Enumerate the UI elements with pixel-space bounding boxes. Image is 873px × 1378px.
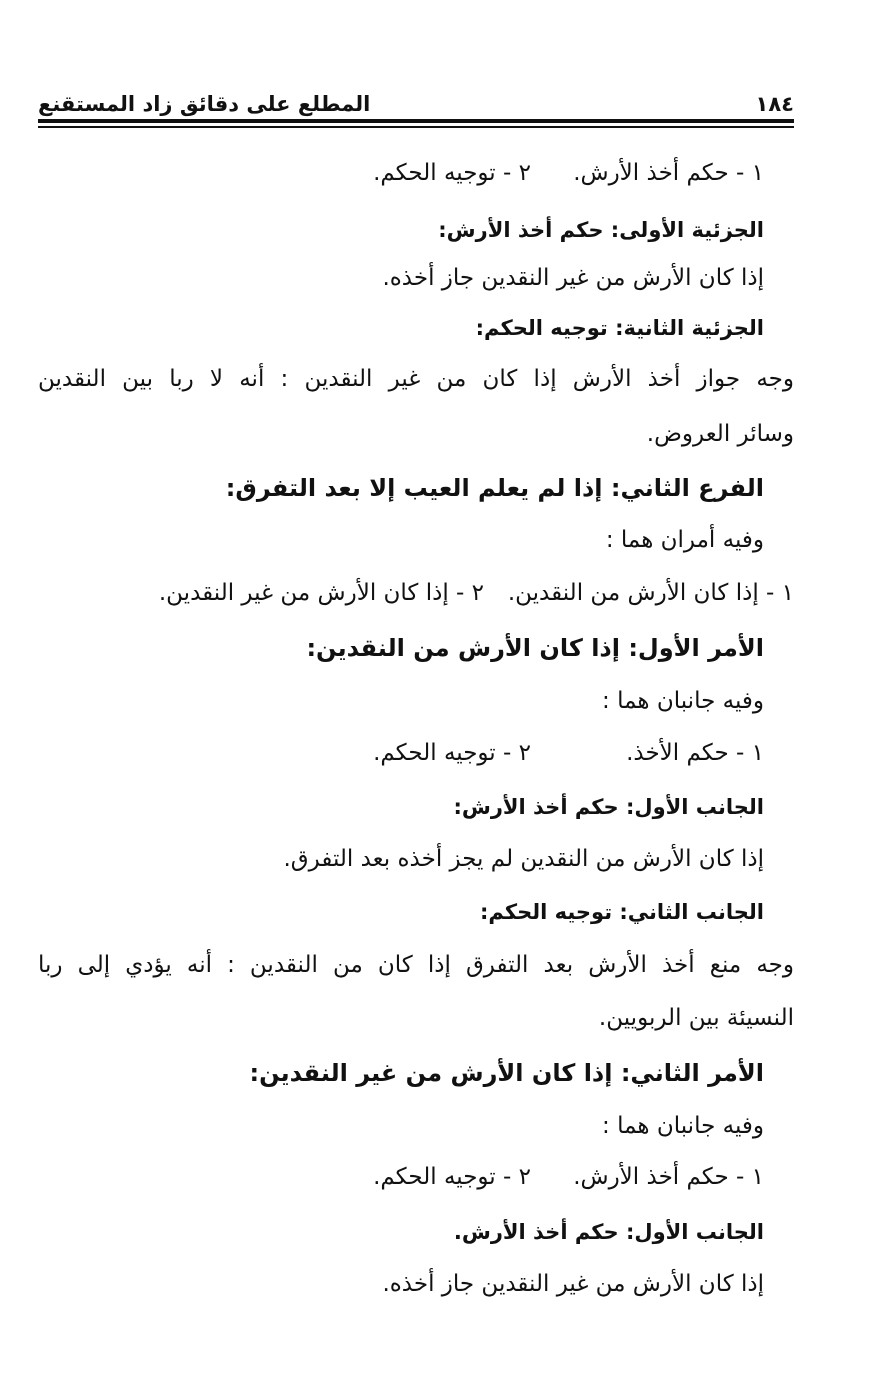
list-item: ١ - إذا كان الأرش من النقدين. xyxy=(507,580,794,606)
book-title: المطلع على دقائق زاد المستقنع xyxy=(38,92,371,116)
section-heading: الجانب الأول: حكم أخذ الأرش. xyxy=(453,1220,764,1244)
list-item: ١ - حكم أخذ الأرش. xyxy=(573,1164,764,1190)
list-pair xyxy=(38,160,764,188)
paragraph-line: وفيه أمران هما : xyxy=(605,527,764,553)
list-item: ١ - حكم أخذ الأرش. xyxy=(573,160,764,186)
list-item: ٢ - توجيه الحكم. xyxy=(373,160,531,186)
page-number: ١٨٤ xyxy=(755,92,794,116)
paragraph-line: وجه منع أخذ الأرش بعد التفرق إذا كان من النقدين : أنه يؤدي إلى ربا xyxy=(38,952,794,978)
header-rule-thick xyxy=(38,119,794,123)
paragraph-line: وجه جواز أخذ الأرش إذا كان من غير النقدين : أنه لا ربا بين النقدين xyxy=(38,366,794,392)
list-item: ٢ - توجيه الحكم. xyxy=(373,1164,531,1190)
paragraph-line: النسيئة بين الربويين. xyxy=(598,1005,794,1031)
list-item: ١ - حكم الأخذ. xyxy=(626,740,764,766)
section-heading: الجانب الثاني: توجيه الحكم: xyxy=(479,900,764,924)
running-header xyxy=(38,86,794,116)
section-heading: الجانب الأول: حكم أخذ الأرش: xyxy=(453,795,764,819)
header-rule-thin xyxy=(38,126,794,128)
section-heading: الأمر الثاني: إذا كان الأرش من غير النقدين: xyxy=(249,1059,764,1087)
paragraph-line: وفيه جانبان هما : xyxy=(602,1113,764,1139)
list-pair xyxy=(38,740,764,768)
list-pair xyxy=(38,580,794,608)
section-heading: الجزئية الثانية: توجيه الحكم: xyxy=(475,316,764,340)
section-heading: الفرع الثاني: إذا لم يعلم العيب إلا بعد التفرق: xyxy=(225,474,764,502)
section-heading: الأمر الأول: إذا كان الأرش من النقدين: xyxy=(306,634,764,662)
list-pair xyxy=(38,1164,764,1192)
paragraph-line: وفيه جانبان هما : xyxy=(602,688,764,714)
paragraph-line: وسائر العروض. xyxy=(646,421,794,447)
list-item: ٢ - إذا كان الأرش من غير النقدين. xyxy=(158,580,484,606)
paragraph-line: إذا كان الأرش من غير النقدين جاز أخذه. xyxy=(382,1271,764,1297)
list-item: ٢ - توجيه الحكم. xyxy=(373,740,531,766)
paragraph-line: إذا كان الأرش من النقدين لم يجز أخذه بعد التفرق. xyxy=(283,846,764,872)
paragraph-line: إذا كان الأرش من غير النقدين جاز أخذه. xyxy=(382,265,764,291)
section-heading: الجزئية الأولى: حكم أخذ الأرش: xyxy=(438,218,764,242)
